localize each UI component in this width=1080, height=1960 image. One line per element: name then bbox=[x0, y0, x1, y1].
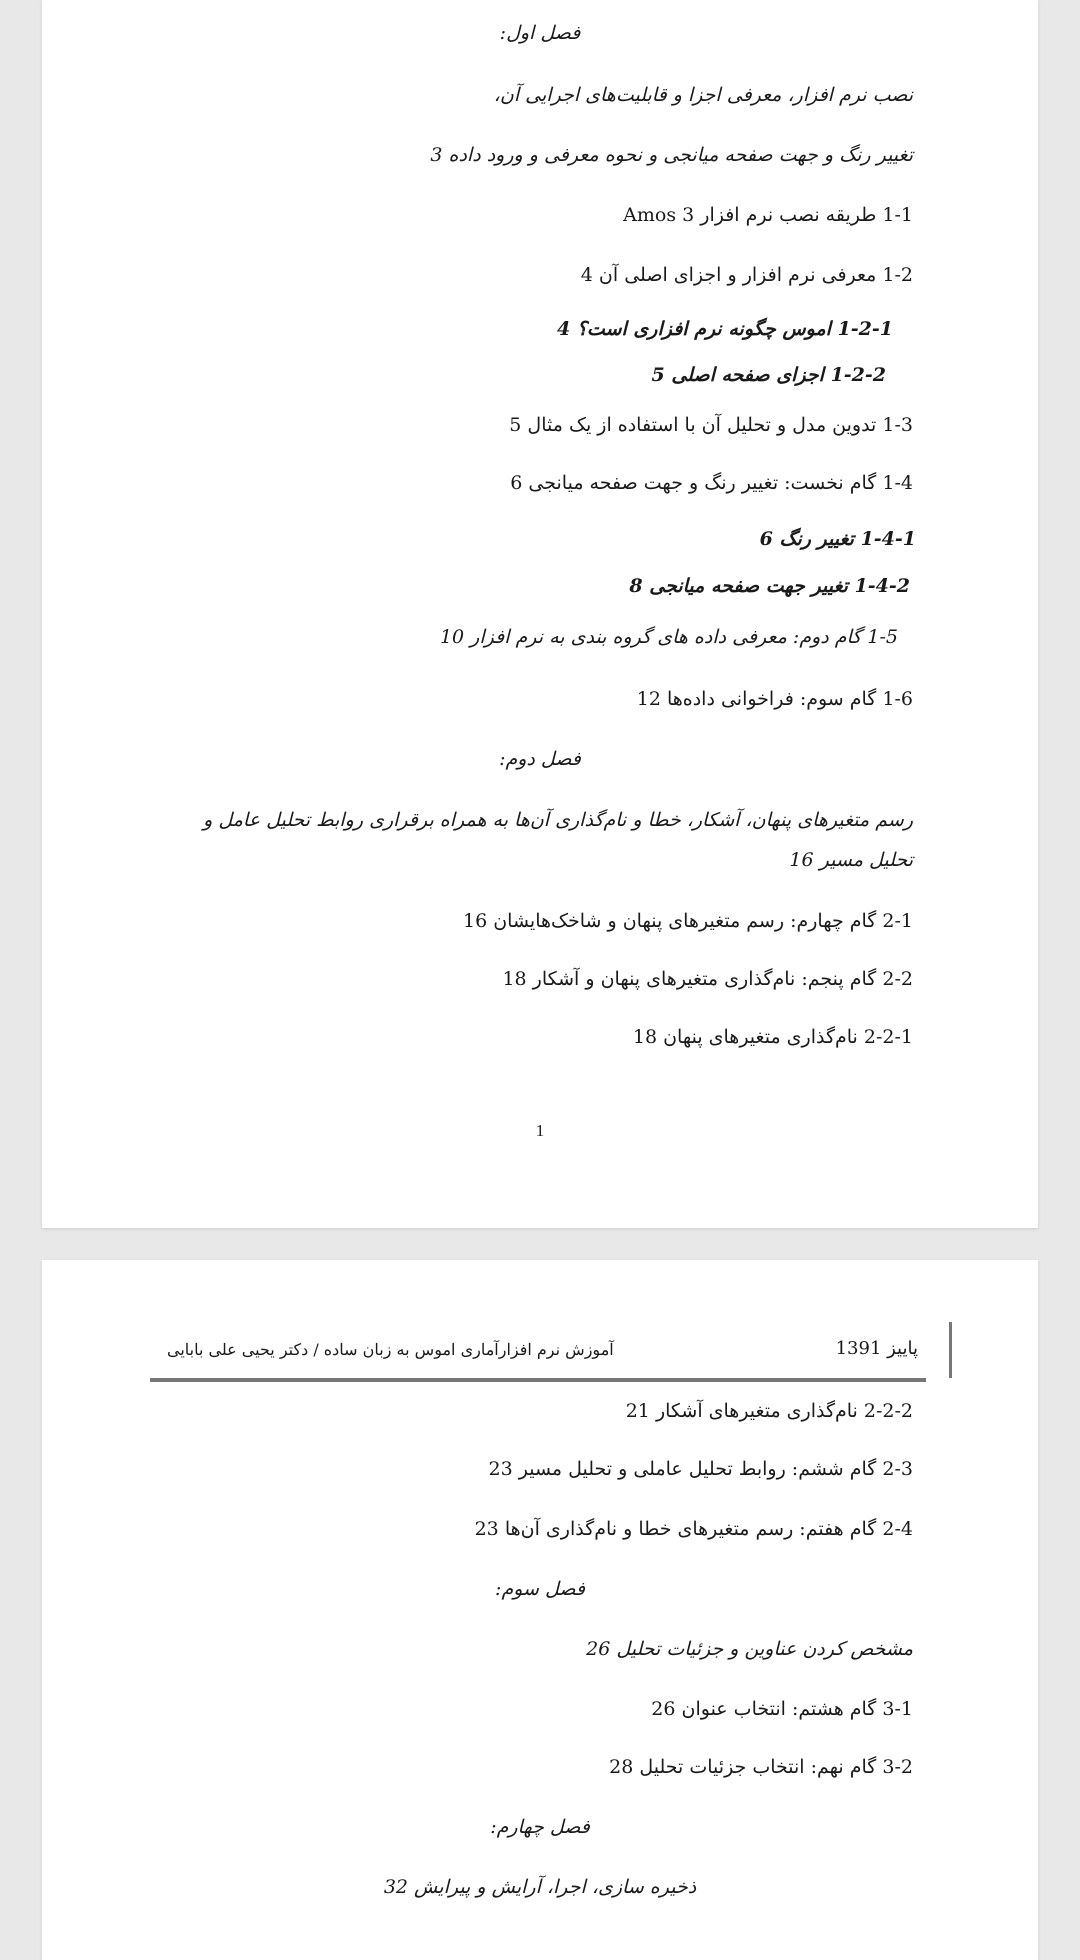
toc-entry-1-5: 1-5 گام دوم: معرفی داده های گروه بندی به نرم افزار 10 bbox=[439, 626, 898, 648]
chapter-2-intro: رسم متغیرهای پنهان، آشکار، خطا و نام‌گذاری آن‌ها به همراه برقراری روابط تحلیل عامل و تحلیل مسیر 16 bbox=[203, 809, 913, 871]
toc-entry-3-1: 3-1 گام هشتم: انتخاب عنوان 26 bbox=[651, 1698, 913, 1720]
toc-entry-3-2: 3-2 گام نهم: انتخاب جزئیات تحلیل 28 bbox=[609, 1756, 913, 1778]
chapter-3-intro: مشخص کردن عناوین و جزئیات تحلیل 26 bbox=[586, 1638, 913, 1660]
header-divider bbox=[949, 1322, 952, 1378]
chapter-1-intro-line-1: نصب نرم افزار، معرفی اجزا و قابلیت‌های اجرایی آن، bbox=[493, 84, 913, 106]
toc-entry-1-6: 1-6 گام سوم: فراخوانی داده‌ها 12 bbox=[636, 688, 913, 710]
toc-entry-2-1: 2-1 گام چهارم: رسم متغیرهای پنهان و شاخک‌هایشان 16 bbox=[462, 910, 913, 932]
toc-entry-2-2-2: 2-2-2 نام‌گذاری متغیرهای آشکار 21 bbox=[625, 1400, 913, 1422]
toc-entry-2-2-1: 2-2-1 نام‌گذاری متغیرهای پنهان 18 bbox=[632, 1026, 913, 1048]
toc-entry-2-3: 2-3 گام ششم: روابط تحلیل عاملی و تحلیل مسیر 23 bbox=[488, 1458, 913, 1480]
toc-entry-1-2-1: 1-2-1 اموس چگونه نرم افزاری است؟ 4 bbox=[557, 318, 893, 340]
toc-entry-1-4-1: 1-4-1 تغییر رنگ 6 bbox=[759, 528, 916, 550]
toc-entry-2-2: 2-2 گام پنجم: نام‌گذاری متغیرهای پنهان و آشکار 18 bbox=[502, 968, 913, 990]
chapter-1-heading: فصل اول: bbox=[499, 22, 581, 44]
chapter-4-intro: ذخیره سازی، اجرا، آرایش و پیرایش 32 bbox=[383, 1876, 697, 1898]
document-page-2 bbox=[42, 1260, 1038, 1960]
toc-entry-1-4: 1-4 گام نخست: تغییر رنگ و جهت صفحه میانجی 6 bbox=[510, 472, 913, 494]
toc-entry-1-3: 1-3 تدوین مدل و تحلیل آن با استفاده از یک مثال 5 bbox=[509, 414, 913, 436]
toc-entry-1-1: 1-1 طریقه نصب نرم افزار Amos 3 bbox=[623, 204, 913, 226]
toc-entry-1-2-2: 1-2-2 اجزای صفحه اصلی 5 bbox=[651, 364, 886, 386]
header-title: آموزش نرم افزارآماری اموس به زبان ساده / دکتر یحیی علی بابایی bbox=[167, 1340, 614, 1359]
toc-entry-1-2: 1-2 معرفی نرم افزار و اجزای اصلی آن 4 bbox=[580, 264, 913, 286]
chapter-1-intro-line-2: تغییر رنگ و جهت صفحه میانجی و نحوه معرفی و ورود داده 3 bbox=[430, 144, 913, 166]
toc-entry-1-4-2: 1-4-2 تغییر جهت صفحه میانجی 8 bbox=[629, 575, 910, 597]
document-page-1 bbox=[42, 0, 1038, 1228]
toc-entry-2-4: 2-4 گام هفتم: رسم متغیرهای خطا و نام‌گذاری آن‌ها 23 bbox=[474, 1518, 913, 1540]
chapter-3-heading: فصل سوم: bbox=[495, 1578, 585, 1600]
header-season: پاییز 1391 bbox=[835, 1338, 918, 1359]
chapter-2-heading: فصل دوم: bbox=[499, 748, 581, 770]
page-number: 1 bbox=[535, 1121, 545, 1140]
chapter-4-heading: فصل چهارم: bbox=[490, 1816, 590, 1838]
